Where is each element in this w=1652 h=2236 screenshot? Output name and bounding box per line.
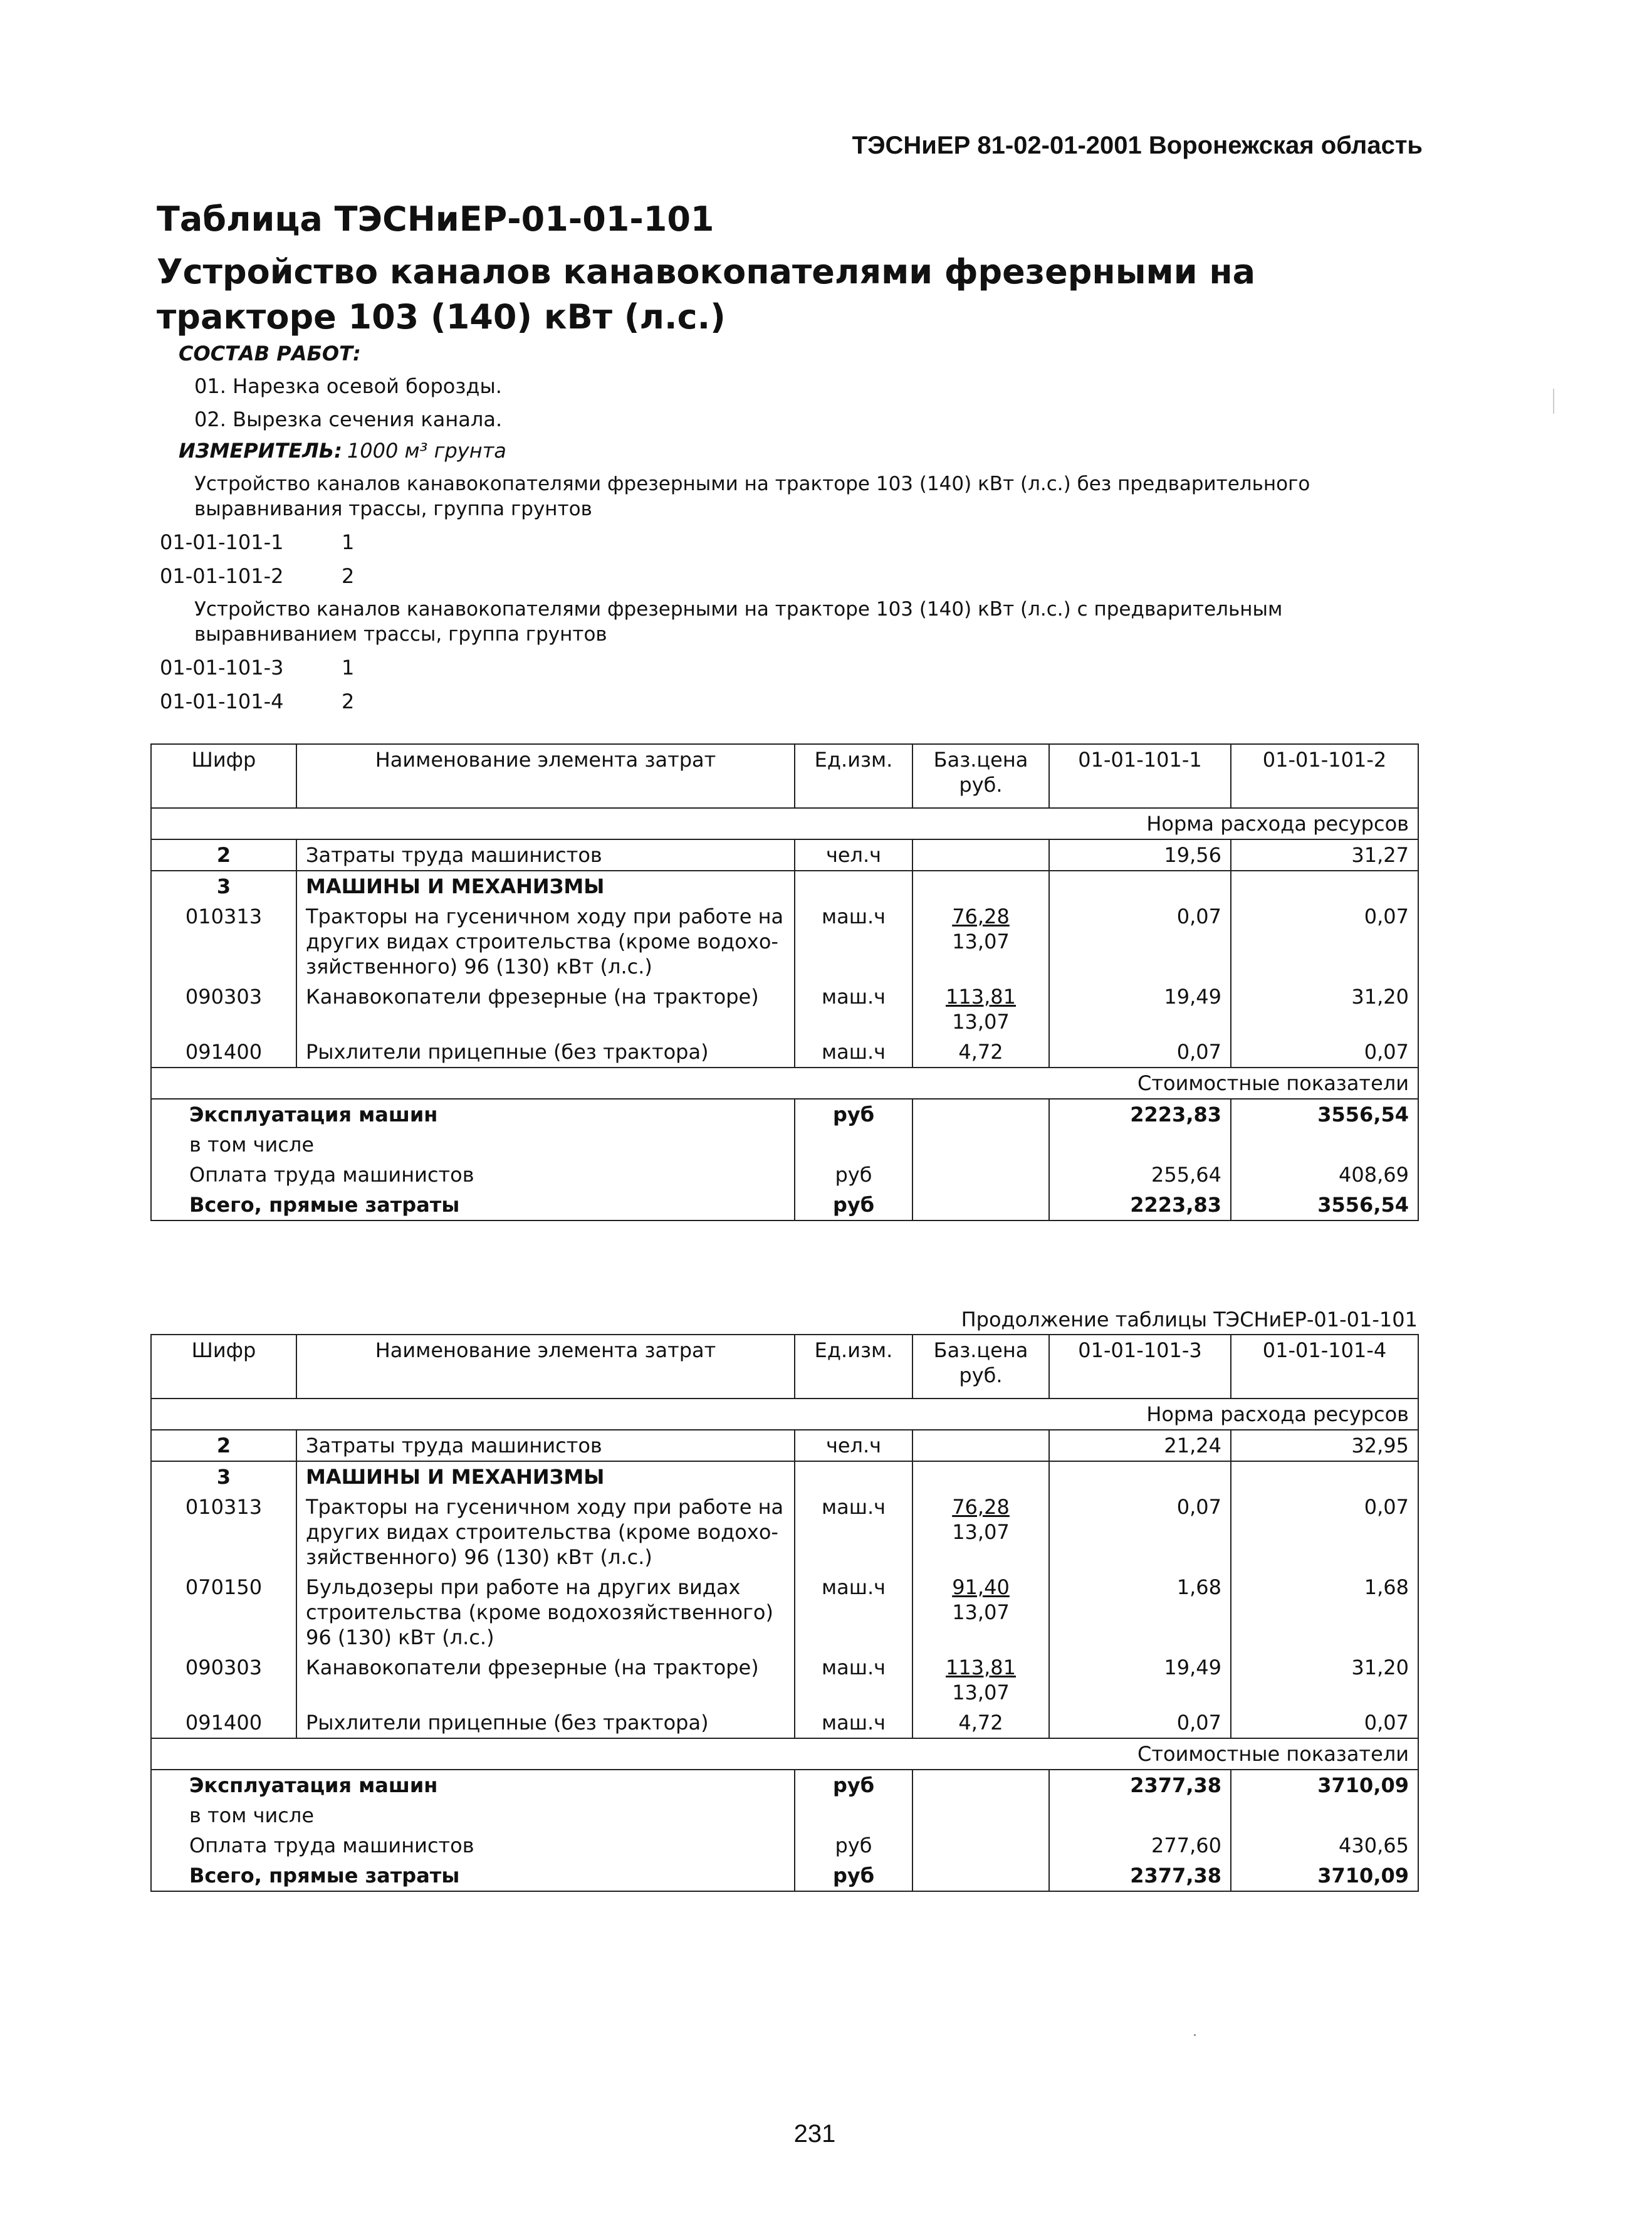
cost-section-label: Стоимостные показатели: [1049, 1068, 1418, 1099]
work-item: 02. Вырезка сечения канала.: [194, 407, 503, 431]
col-header-base-price: Баз.цена руб.: [912, 1335, 1049, 1399]
measure-line: [179, 439, 506, 463]
row-unit: руб: [795, 1861, 912, 1891]
code-line: [160, 530, 355, 554]
row-value-b: 0,07: [1231, 1037, 1418, 1068]
col-header-cipher: Шифр: [151, 744, 296, 808]
row-code: 010313: [151, 1492, 296, 1572]
row-price: [912, 982, 1049, 1037]
row-code: 070150: [151, 1572, 296, 1652]
col-header-unit: Ед.изм.: [795, 1335, 912, 1399]
row-value-a: 19,56: [1049, 839, 1231, 871]
row-price: [912, 901, 1049, 982]
price-top: 113,81: [946, 1656, 1016, 1679]
row-value-a: 0,07: [1049, 901, 1231, 982]
row-value-a: 277,60: [1049, 1830, 1231, 1861]
row-value-a: 19,49: [1049, 982, 1231, 1037]
row-value-a: 255,64: [1049, 1160, 1231, 1190]
row-value-a: 2377,38: [1049, 1770, 1231, 1800]
price-top: 113,81: [946, 985, 1016, 1009]
page-number: 231: [793, 2120, 836, 2148]
row-value-a: 2377,38: [1049, 1861, 1231, 1891]
row-price: 4,72: [912, 1708, 1049, 1738]
table-row: [151, 1708, 1418, 1738]
continuation-caption: Продолжение таблицы ТЭСНиЕР-01-01-101: [961, 1308, 1418, 1331]
row-code: 2: [151, 1430, 296, 1461]
col-header-base-price: Баз.цена руб.: [912, 744, 1049, 808]
wages-label: Оплата труда машинистов: [151, 1160, 795, 1190]
row-value-b: 430,65: [1231, 1830, 1418, 1861]
row-value-b: 32,95: [1231, 1430, 1418, 1461]
row-value-b: 3556,54: [1231, 1190, 1418, 1220]
machines-section-title: МАШИНЫ И МЕХАНИЗМЫ: [296, 871, 795, 901]
price-bottom: 13,07: [952, 1520, 1010, 1544]
running-header: ТЭСНиЕР 81-02-01-2001 Воронежская область: [852, 132, 1423, 159]
row-value-b: 31,20: [1231, 982, 1418, 1037]
group-description: Устройство каналов канавокопателями фрезерными на тракторе 103 (140) кВт (л.с.) с предварительным выравниванием трассы, группа грунтов: [194, 598, 1283, 646]
price-top: 91,40: [952, 1575, 1010, 1599]
col-header-code-b: 01-01-101-2: [1231, 744, 1418, 808]
row-value-a: 0,07: [1049, 1708, 1231, 1738]
row-unit: маш.ч: [795, 1652, 912, 1708]
soil-group: 1: [342, 530, 355, 554]
row-value-b: 3556,54: [1231, 1099, 1418, 1130]
row-unit: маш.ч: [795, 1572, 912, 1652]
table-row: [151, 1652, 1418, 1708]
table-row: [151, 1572, 1418, 1652]
row-price: [912, 1492, 1049, 1572]
row-name: Канавокопатели фрезерные (на тракторе): [296, 982, 795, 1037]
row-price: [912, 1572, 1049, 1652]
code-value: 01-01-101-4: [160, 690, 284, 713]
row-code: 091400: [151, 1037, 296, 1068]
table-name-title: Устройство каналов канавокопателями фрезерными на тракторе 103 (140) кВт (л.с.): [157, 252, 1256, 337]
col-header-code-a: 01-01-101-3: [1049, 1335, 1231, 1399]
machines-section-title: МАШИНЫ И МЕХАНИЗМЫ: [296, 1461, 795, 1492]
work-composition-heading: СОСТАВ РАБОТ:: [179, 342, 361, 365]
row-value-a: 0,07: [1049, 1492, 1231, 1572]
row-value-b: 0,07: [1231, 1708, 1418, 1738]
row-unit: руб: [795, 1160, 912, 1190]
price-bottom: 13,07: [952, 1010, 1010, 1034]
row-unit: чел.ч: [795, 1430, 912, 1461]
row-name: Рыхлители прицепные (без трактора): [296, 1708, 795, 1738]
soil-group: 2: [342, 564, 355, 588]
soil-group: 2: [342, 690, 355, 713]
including-label: в том числе: [151, 1800, 795, 1830]
row-name: Тракторы на гусеничном ходу при работе на других видах строительства (кроме водохо-зяйственного) 96 (130) кВт (л.с.): [296, 1492, 795, 1572]
including-label: в том числе: [151, 1130, 795, 1160]
row-value-a: 2223,83: [1049, 1190, 1231, 1220]
row-code: 3: [151, 1461, 296, 1492]
row-value-a: 21,24: [1049, 1430, 1231, 1461]
row-value-b: 0,07: [1231, 901, 1418, 982]
row-code: 2: [151, 839, 296, 871]
row-value-b: 31,20: [1231, 1652, 1418, 1708]
row-unit: руб: [795, 1770, 912, 1800]
row-code: 090303: [151, 1652, 296, 1708]
table-number-title: Таблица ТЭСНиЕР-01-01-101: [157, 199, 714, 239]
code-value: 01-01-101-3: [160, 656, 284, 680]
row-name: Затраты труда машинистов: [296, 839, 795, 871]
exploitation-label: Эксплуатация машин: [151, 1770, 795, 1800]
row-name: Рыхлители прицепные (без трактора): [296, 1037, 795, 1068]
row-code: 3: [151, 871, 296, 901]
row-unit: маш.ч: [795, 901, 912, 982]
price-bottom: 13,07: [952, 1681, 1010, 1704]
measure-value: 1000 м³ грунта: [347, 439, 506, 463]
row-unit: маш.ч: [795, 1037, 912, 1068]
row-value-b: 408,69: [1231, 1160, 1418, 1190]
resource-table-2: [150, 1334, 1419, 1892]
col-header-code-b: 01-01-101-4: [1231, 1335, 1418, 1399]
row-code: 090303: [151, 982, 296, 1037]
exploitation-label: Эксплуатация машин: [151, 1099, 795, 1130]
col-header-name: Наименование элемента затрат: [296, 744, 795, 808]
row-name: Тракторы на гусеничном ходу при работе на других видах строительства (кроме водохо-зяйственного) 96 (130) кВт (л.с.): [296, 901, 795, 982]
row-unit: маш.ч: [795, 1708, 912, 1738]
soil-group: 1: [342, 656, 355, 680]
scan-speck: [1553, 389, 1554, 414]
row-unit: руб: [795, 1099, 912, 1130]
group-description: Устройство каналов канавокопателями фрезерными на тракторе 103 (140) кВт (л.с.) без предварительного выравнивания трассы, группа грунтов: [194, 473, 1310, 520]
col-header-code-a: 01-01-101-1: [1049, 744, 1231, 808]
row-code: 091400: [151, 1708, 296, 1738]
table-row: [151, 1037, 1418, 1068]
price-bottom: 13,07: [952, 930, 1010, 953]
measure-label: ИЗМЕРИТЕЛЬ:: [179, 439, 342, 463]
code-line: [160, 690, 355, 713]
wages-label: Оплата труда машинистов: [151, 1830, 795, 1861]
code-line: [160, 656, 355, 680]
price-top: 76,28: [952, 1495, 1010, 1519]
row-value-b: 3710,09: [1231, 1770, 1418, 1800]
code-value: 01-01-101-2: [160, 564, 284, 588]
row-value-b: 31,27: [1231, 839, 1418, 871]
total-label: Всего, прямые затраты: [151, 1861, 795, 1891]
total-label: Всего, прямые затраты: [151, 1190, 795, 1220]
row-value-a: 0,07: [1049, 1037, 1231, 1068]
row-value-b: 0,07: [1231, 1492, 1418, 1572]
table-row: [151, 1492, 1418, 1572]
scan-speck: [1194, 2034, 1196, 2036]
row-name: Канавокопатели фрезерные (на тракторе): [296, 1652, 795, 1708]
row-unit: руб: [795, 1190, 912, 1220]
resource-table-1: [150, 743, 1419, 1221]
col-header-unit: Ед.изм.: [795, 744, 912, 808]
row-value-a: 1,68: [1049, 1572, 1231, 1652]
row-value-a: 2223,83: [1049, 1099, 1231, 1130]
row-name: Бульдозеры при работе на других видах строительства (кроме водохозяйственного) 96 (130) кВт (л.с.): [296, 1572, 795, 1652]
row-value-b: 1,68: [1231, 1572, 1418, 1652]
cost-section-label: Стоимостные показатели: [1049, 1738, 1418, 1770]
price-bottom: 13,07: [952, 1600, 1010, 1624]
row-unit: чел.ч: [795, 839, 912, 871]
row-value-a: 19,49: [1049, 1652, 1231, 1708]
table-row: [151, 982, 1418, 1037]
row-unit: маш.ч: [795, 982, 912, 1037]
row-price: 4,72: [912, 1037, 1049, 1068]
col-header-cipher: Шифр: [151, 1335, 296, 1399]
code-value: 01-01-101-1: [160, 530, 284, 554]
norm-section-label: Норма расхода ресурсов: [1049, 1399, 1418, 1430]
norm-section-label: Норма расхода ресурсов: [1049, 808, 1418, 839]
row-unit: маш.ч: [795, 1492, 912, 1572]
price-top: 76,28: [952, 905, 1010, 928]
row-unit: руб: [795, 1830, 912, 1861]
code-line: [160, 564, 355, 588]
row-value-b: 3710,09: [1231, 1861, 1418, 1891]
row-name: Затраты труда машинистов: [296, 1430, 795, 1461]
row-code: 010313: [151, 901, 296, 982]
row-price: [912, 1652, 1049, 1708]
table-row: [151, 901, 1418, 982]
col-header-name: Наименование элемента затрат: [296, 1335, 795, 1399]
work-item: 01. Нарезка осевой борозды.: [194, 374, 502, 398]
